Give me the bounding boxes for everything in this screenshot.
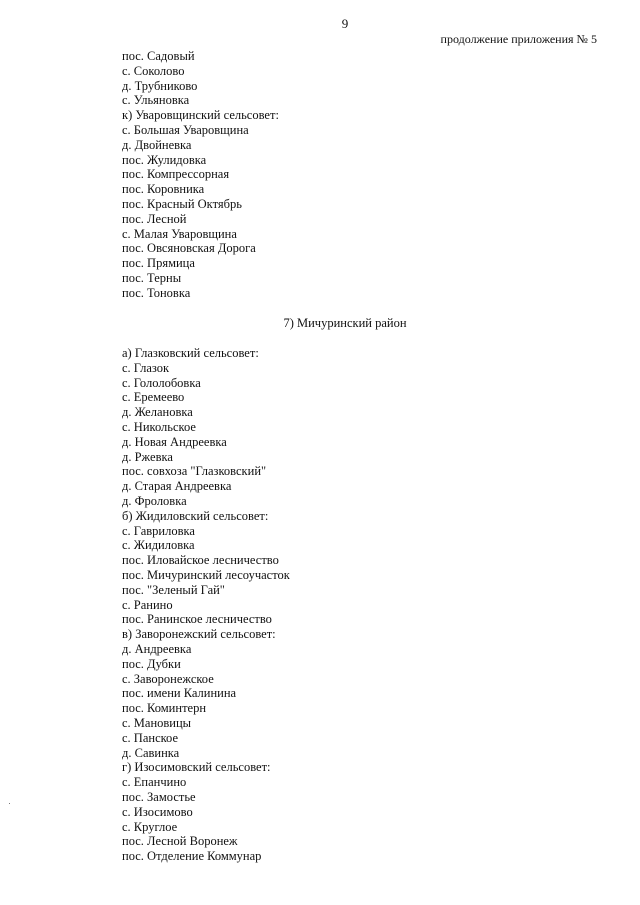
list-item: в) Заворонежский сельсовет: xyxy=(122,627,276,642)
list-item: с. Ульяновка xyxy=(122,93,190,108)
list-item: пос. Лесной xyxy=(122,211,187,226)
list-item: с. Заворонежское xyxy=(122,671,214,686)
list-item: пос. Прямица xyxy=(122,256,195,271)
list-item: а) Глазковский сельсовет: xyxy=(122,346,259,360)
list-item: с. Еремеево xyxy=(122,390,185,405)
list-item: с. Гавриловка xyxy=(122,523,195,538)
list-item: д. Желановка xyxy=(122,405,193,420)
list-item: д. Старая Андреевка xyxy=(122,479,232,494)
list-item: с. Никольское xyxy=(122,419,196,434)
list-item: пос. Овсяновская Дорога xyxy=(122,241,256,256)
list-item: с. Изосимово xyxy=(122,804,193,819)
settlement-list-top xyxy=(122,49,279,301)
list-item: с. Большая Уваровщина xyxy=(122,122,249,137)
list-item: с. Малая Уваровщина xyxy=(122,226,237,241)
list-item: пос. Компрессорная xyxy=(122,167,230,182)
list-item: д. Андреевка xyxy=(122,641,192,656)
settlement-list-bottom xyxy=(122,346,290,864)
list-item: пос. Красный Октябрь xyxy=(122,196,242,211)
list-item: пос. Ранинское лесничество xyxy=(122,612,272,627)
list-item: с. Круглое xyxy=(122,819,178,834)
list-item: г) Изосимовский сельсовет: xyxy=(122,760,271,775)
list-item: пос. Коровника xyxy=(122,182,205,197)
list-item: с. Епанчино xyxy=(122,775,187,790)
list-item: пос. Замостье xyxy=(122,789,196,804)
list-item: д. Трубниково xyxy=(122,78,198,93)
list-item: пос. имени Калинина xyxy=(122,686,237,701)
list-item: д. Фроловка xyxy=(122,493,187,508)
list-item: к) Уваровщинский сельсовет: xyxy=(122,108,279,123)
list-item: пос. Терны xyxy=(122,270,182,285)
list-item: пос. Тоновка xyxy=(122,285,191,300)
list-item: д. Новая Андреевка xyxy=(122,434,227,449)
list-item: д. Двойневка xyxy=(122,137,192,152)
list-item: пос. Иловайское лесничество xyxy=(122,553,279,568)
list-item: пос. Лесной Воронеж xyxy=(122,834,238,849)
list-item: пос. Отделение Коммунар xyxy=(122,849,262,864)
list-item: пос. Жулидовка xyxy=(122,152,207,167)
list-item: пос. совхоза "Глазковский" xyxy=(122,464,267,479)
list-item: с. Жидиловка xyxy=(122,538,195,553)
list-item: с. Мановицы xyxy=(122,715,192,730)
list-item: пос. Садовый xyxy=(122,49,195,63)
list-item: пос. "Зеленый Гай" xyxy=(122,582,225,597)
scan-speck xyxy=(9,803,10,804)
section-heading: 7) Мичуринский район xyxy=(283,316,407,330)
page-number: 9 xyxy=(341,16,349,31)
list-item: с. Гололобовка xyxy=(122,375,201,390)
appendix-note: продолжение приложения № 5 xyxy=(440,32,597,46)
list-item: пос. Мичуринский лесоучасток xyxy=(122,567,290,582)
list-item: с. Соколово xyxy=(122,63,185,78)
list-item: б) Жидиловский сельсовет: xyxy=(122,508,269,523)
list-item: с. Ранино xyxy=(122,597,173,612)
list-item: пос. Коминтерн xyxy=(122,701,207,716)
list-item: д. Ржевка xyxy=(122,449,173,464)
list-item: с. Панское xyxy=(122,730,178,745)
list-item: д. Савинка xyxy=(122,745,180,760)
list-item: пос. Дубки xyxy=(122,656,181,671)
list-item: с. Глазок xyxy=(122,360,170,375)
